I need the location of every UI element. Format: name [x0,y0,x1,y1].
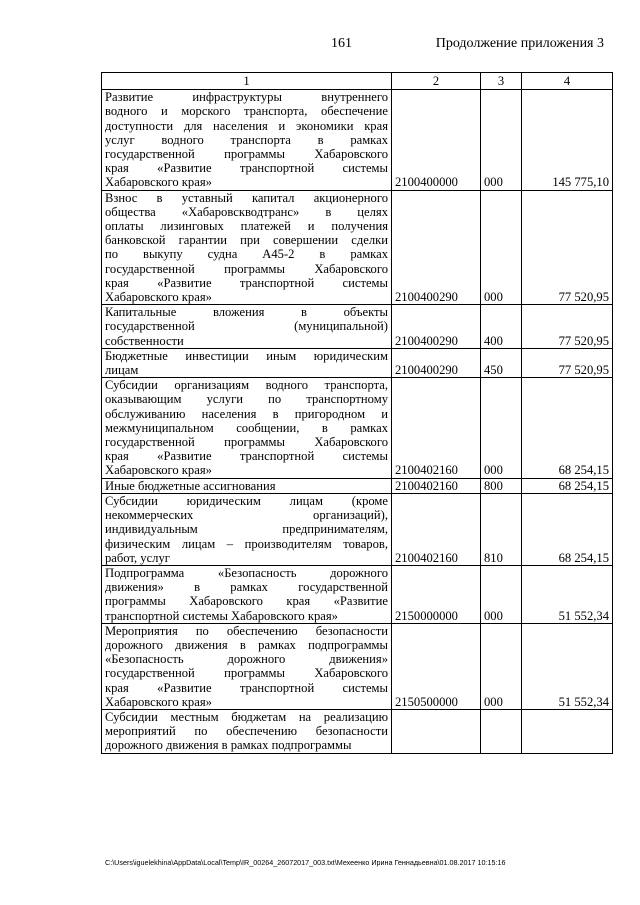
row-expense-type: 000 [481,378,522,478]
description-line: государственной (муниципальной) [105,319,388,334]
description-line: межмуниципальном сообщении, в рамках [105,420,388,435]
description-line: некоммерческих организаций), [105,508,388,523]
description-line: водного и морского транспорта, обеспечение [105,104,388,119]
column-header-2: 2 [392,73,481,90]
description-line: государственной программы Хабаровского [105,666,388,681]
description-line: Подпрограмма «Безопасность дорожного [105,565,388,580]
row-expense-type: 450 [481,348,522,377]
table-header-row [102,73,613,90]
row-code: 2150500000 [392,623,481,709]
description-line: физическим лицам – производителям товаров, [105,536,388,551]
table-row [102,709,613,753]
row-code: 2100400290 [392,348,481,377]
row-description [102,709,392,753]
row-description [102,478,392,493]
description-line: Капитальные вложения в объекты [105,305,388,320]
budget-table [101,72,613,754]
row-code: 2100400290 [392,190,481,305]
description-line: по выкупу судна А45-2 в рамках [105,247,388,262]
description-line: края «Развитие транспортной системы [105,449,388,464]
table-body [102,90,613,753]
description-line: транспортной системы Хабаровского края» [105,608,338,623]
table-row [102,478,613,493]
row-description [102,378,392,478]
description-line: Хабаровского края» [105,694,212,709]
description-line: мероприятий по обеспечению безопасности [105,724,388,739]
row-description [102,565,392,623]
row-amount [522,709,613,753]
row-description [102,493,392,565]
row-amount: 68 254,15 [522,493,613,565]
table-row [102,305,613,349]
row-code: 2100402160 [392,493,481,565]
row-amount: 51 552,34 [522,623,613,709]
description-line: оплаты лизинговых платежей и получения [105,219,388,234]
row-expense-type: 400 [481,305,522,349]
continuation-label: Продолжение приложения 3 [435,36,604,51]
row-code: 2100402160 [392,478,481,493]
description-line: Бюджетные инвестиции иным юридическим [105,348,388,363]
description-line: дорожного движения в рамках подпрограммы [105,637,388,652]
description-line: Взнос в уставный капитал акционерного [105,190,388,205]
description-line: Хабаровского края» [105,175,212,190]
row-expense-type: 000 [481,90,522,190]
table-row [102,348,613,377]
row-code: 2150000000 [392,565,481,623]
table-row [102,623,613,709]
row-code: 2100402160 [392,378,481,478]
row-expense-type [481,709,522,753]
file-path-footer: C:\Users\iguelekhina\AppData\Local\Temp\IR_00264_26072017_003.txt\Мехеенко Ирина Геннадьевна\01.08.2017 10:15:16 [105,858,506,867]
description-line: оказывающим услуги по транспортному [105,392,388,407]
row-code [392,709,481,753]
row-amount: 68 254,15 [522,378,613,478]
description-line: обслуживанию населения в пригородном и [105,406,388,421]
description-line: края «Развитие транспортной системы [105,275,388,290]
description-line: общества «Хабаровскводтранс» в целях [105,204,388,219]
row-expense-type: 800 [481,478,522,493]
row-description [102,190,392,305]
description-line: собственности [105,333,184,348]
table-row [102,190,613,305]
description-line: края «Развитие транспортной системы [105,161,388,176]
page-number: 161 [331,36,352,51]
description-line: индивидуальным предпринимателям, [105,522,388,537]
description-line: банковской гарантии при совершении сделки [105,233,388,248]
column-header-3: 3 [481,73,522,90]
table-row [102,90,613,190]
description-line: Субсидии организациям водного транспорта, [105,378,388,393]
row-code: 2100400000 [392,90,481,190]
description-line: услуг водного транспорта в рамках [105,132,388,147]
description-line: государственной программы Хабаровского [105,261,388,276]
row-description [102,90,392,190]
row-amount: 77 520,95 [522,348,613,377]
row-amount: 77 520,95 [522,190,613,305]
row-amount: 77 520,95 [522,305,613,349]
description-line: Мероприятия по обеспечению безопасности [105,623,388,638]
row-expense-type: 000 [481,190,522,305]
description-line: Хабаровского края» [105,463,212,478]
row-description [102,305,392,349]
description-line: Субсидии местным бюджетам на реализацию [105,709,388,724]
description-line: движения» в рамках государственной [105,580,388,595]
column-header-1: 1 [102,73,392,90]
row-code: 2100400290 [392,305,481,349]
description-line: государственной программы Хабаровского [105,147,388,162]
description-line: Субсидии юридическим лицам (кроме [105,493,388,508]
description-line: доступности для населения и экономики края [105,118,388,133]
description-line: дорожного движения в рамках подпрограммы [105,738,352,753]
row-amount: 145 775,10 [522,90,613,190]
description-line: Хабаровского края» [105,290,212,305]
row-description [102,348,392,377]
description-line: края «Развитие транспортной системы [105,680,388,695]
description-line: Иные бюджетные ассигнования [105,478,276,493]
description-line: лицам [105,363,139,378]
row-expense-type: 000 [481,565,522,623]
description-line: «Безопасность дорожного движения» [105,652,388,667]
description-line: программы Хабаровского края «Развитие [105,594,388,609]
column-header-4: 4 [522,73,613,90]
row-expense-type: 810 [481,493,522,565]
row-description [102,623,392,709]
table-row [102,378,613,478]
description-line: работ, услуг [105,550,170,565]
description-line: Развитие инфраструктуры внутреннего [105,90,388,105]
row-expense-type: 000 [481,623,522,709]
row-amount: 68 254,15 [522,478,613,493]
row-amount: 51 552,34 [522,565,613,623]
table-row [102,493,613,565]
table-row [102,565,613,623]
description-line: государственной программы Хабаровского [105,435,388,450]
